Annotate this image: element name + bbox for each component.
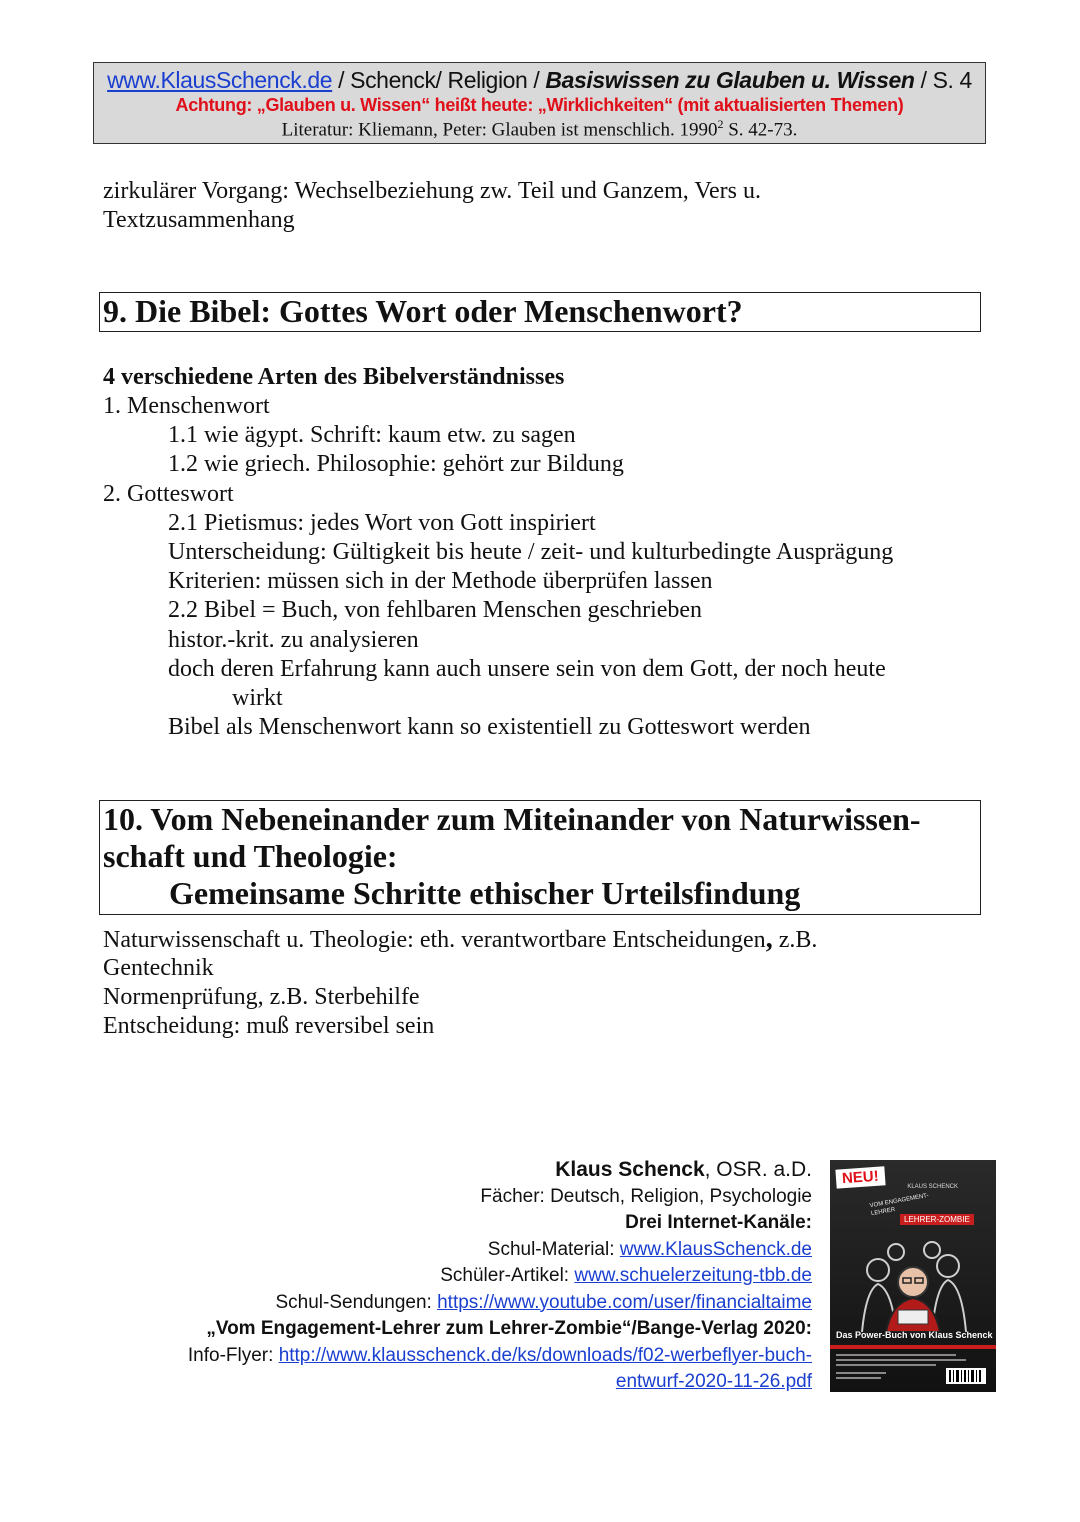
book-title: „Vom Engagement-Lehrer zum Lehrer-Zombie“/Bange-Verlag 2020: [206, 1318, 812, 1339]
header-title-line [94, 67, 985, 94]
section-10-heading-line: schaft und Theologie: [103, 838, 398, 874]
book-caption: Das Power-Buch von Klaus Schenck [836, 1330, 993, 1340]
bible-line: 2.2 Bibel = Buch, von fehlbaren Menschen geschrieben [168, 597, 703, 623]
book-small-text-line [836, 1377, 881, 1379]
section-10-heading-line: 10. Vom Nebeneinander zum Miteinander von Naturwissen- [103, 801, 921, 837]
author-line [188, 1157, 812, 1184]
broadcasts-label: Schul-Sendungen: [275, 1291, 438, 1313]
section-10-heading [99, 800, 981, 915]
header-site-link[interactable]: www.KlausSchenck.de [107, 67, 333, 93]
ethics-line [103, 924, 817, 955]
bible-line: Kriterien: müssen sich in der Methode überprüfen lassen [168, 568, 713, 594]
document-header [93, 62, 986, 144]
broadcasts-link[interactable]: https://www.youtube.com/user/financialtaime [437, 1291, 812, 1313]
flyer-link[interactable]: http://www.klausschenck.de/ks/downloads/f02-werbeflyer-buch- [278, 1344, 812, 1366]
book-small-text-line [836, 1354, 956, 1356]
articles-line [188, 1263, 812, 1290]
literature-pages: S. 42-73. [723, 119, 798, 141]
barcode-icon [946, 1368, 986, 1384]
bible-line: 1. Menschenwort [103, 393, 270, 419]
flyer-line [188, 1343, 812, 1370]
material-line [188, 1237, 812, 1264]
book-title-zombie: LEHRER-ZOMBIE [900, 1214, 974, 1225]
broadcasts-line [188, 1290, 812, 1317]
bible-line: 1.2 wie griech. Philosophie: gehört zur Bildung [168, 451, 624, 477]
flyer-line-2 [188, 1369, 812, 1396]
ethics-line: Gentechnik [103, 955, 214, 981]
section-10-heading-line: Gemeinsame Schritte ethischer Urteilsfindung [169, 875, 801, 911]
book-small-text-line [836, 1359, 966, 1361]
articles-label: Schüler-Artikel: [440, 1265, 575, 1286]
header-warning: Achtung: „Glauben u. Wissen“ heißt heute: „Wirklichkeiten“ (mit aktualisierten Themen) [175, 95, 904, 115]
material-link[interactable]: www.KlausSchenck.de [619, 1238, 812, 1260]
author-title: , OSR. a.D. [704, 1158, 812, 1181]
book-small-text-line [836, 1372, 886, 1374]
ethics-line-text: Naturwissenschaft u. Theologie: eth. verantwortbare Entscheidungen [103, 927, 766, 953]
bible-line: 2. Gotteswort [103, 481, 234, 507]
literature-text: Literatur: Kliemann, Peter: Glauben ist menschlich. 1990 [281, 119, 718, 141]
material-label: Schul-Material: [487, 1238, 620, 1260]
bible-line: histor.-krit. zu analysieren [168, 627, 419, 653]
header-title-sep: / Schenck/ Religion / [332, 67, 546, 93]
flyer-label: Info-Flyer: [187, 1344, 279, 1366]
bible-line: 1.1 wie ägypt. Schrift: kaum etw. zu sagen [168, 422, 576, 448]
bible-line: wirkt [232, 685, 283, 711]
flyer-link-cont[interactable]: entwurf-2020-11-26.pdf [615, 1371, 812, 1392]
zombie-illustration [848, 1232, 978, 1332]
author-footer [188, 1157, 812, 1396]
header-literature [94, 117, 985, 141]
header-title-bold: Basiswissen zu Glauben u. Wissen [545, 67, 915, 93]
author-subjects: Fächer: Deutsch, Religion, Psychologie [480, 1185, 812, 1207]
ethics-line: Normenprüfung, z.B. Sterbehilfe [103, 984, 420, 1010]
book-small-text-line [836, 1364, 936, 1366]
book-red-bar [830, 1345, 996, 1349]
new-badge: NEU! [835, 1166, 885, 1188]
section-9-subheading: 4 verschiedene Arten des Bibelverständnisses [103, 364, 565, 390]
intro-line-1: zirkulärer Vorgang: Wechselbeziehung zw. Teil und Ganzem, Vers u. [103, 178, 761, 204]
ethics-line-example: z.B. [772, 927, 818, 953]
book-author-tag: KLAUS SCHENCK [907, 1184, 958, 1190]
bible-line: doch deren Erfahrung kann auch unsere sein von dem Gott, der noch heute [168, 656, 886, 682]
book-cover-image[interactable] [830, 1160, 996, 1392]
intro-line-2: Textzusammenhang [103, 207, 295, 233]
bible-line: 2.1 Pietismus: jedes Wort von Gott inspiriert [168, 510, 596, 536]
literature-edition: 2 [717, 117, 724, 131]
book-title-top: VOM ENGAGEMENT-LEHRER [869, 1192, 930, 1218]
author-name: Klaus Schenck [555, 1158, 705, 1181]
header-page-number: / S. 4 [914, 67, 972, 93]
bible-line: Bibel als Menschenwort kann so existentiell zu Gotteswort werden [168, 714, 811, 740]
channels-label: Drei Internet-Kanäle: [625, 1212, 812, 1233]
ethics-line: Entscheidung: muß reversibel sein [103, 1013, 435, 1039]
bible-line: Unterscheidung: Gültigkeit bis heute / zeit- und kulturbedingte Ausprägung [168, 539, 894, 565]
ethics-line-comma: , [765, 923, 773, 954]
section-9-heading: 9. Die Bibel: Gottes Wort oder Menschenwort? [99, 292, 981, 332]
articles-link[interactable]: www.schuelerzeitung-tbb.de [574, 1265, 812, 1286]
